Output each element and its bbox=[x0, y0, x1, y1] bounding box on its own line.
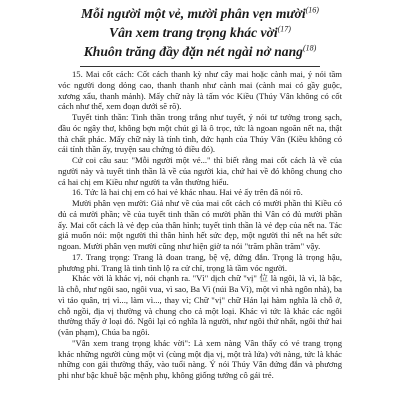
verse-line-2 bbox=[0, 23, 400, 42]
verse-note-marker: (16) bbox=[305, 5, 319, 15]
verse-note-marker: (18) bbox=[302, 43, 317, 53]
footnote-paragraph: 16. Tức là hai chị em có hai vẻ khác nhau. Hai vẻ ấy trên đã nói rõ. bbox=[72, 187, 303, 198]
verse-note-marker: (17) bbox=[277, 24, 291, 34]
verse-line-1 bbox=[0, 4, 400, 23]
footnote-paragraph: 17. Trang trọng: Trang là đoan trang, bệ vệ, đứng đắn. Trọng là trọng hậu, phương phi. Trang là tinh tình lộ ra cử chỉ, trọng là tầm vóc người. bbox=[58, 251, 342, 273]
footnote-paragraph: Khác vời là khác vị, nói chạnh ra. "Vì" dịch chữ "vị" 位 là ngôi, là vì, là bậc, là chỗ, như ngôi sao, ngôi vua, vì sao, Ba Vì (núi Ba Vì), một vì nhà ngôn nhà), ba vì tảo quân, trị vì..., làm vì..., thay vì; Chữ "vị" chữ Hán lại hàm nghĩa là chỗ ở, chỗ ngồi, địa vị thường và chung cho cả một loại. Khác vì tức là khác các ngôi thường thấy ở loại đó. Ngôi lại có nghĩa là người, như ngôi thứ nhất, ngôi thứ hai (văn phạm), Chúa ba ngôi. bbox=[58, 273, 342, 337]
footnote-divider bbox=[80, 66, 320, 67]
footnote-paragraph: 15. Mai cốt cách: Cốt cách thanh kỳ như cây mai hoặc cành mai, ý nói tầm vóc người dong dỏng cao, thanh thanh như cành mai (cành mai có gầy guộc, xương xẩu, thanh mảnh). Mấy chữ này là tấm vóc Kiều (Thúy Vân không có cốt cách như thế, xem đoạn dưới sẽ rõ). bbox=[58, 69, 342, 112]
footnote-paragraph: "Vân xem trang trọng khác vời": Là xem nàng Vân thấy có vẻ trang trọng khác những người cùng một vì (cùng một địa vị, một trà lứa) với nàng, tức là khác những con gái thường thấy, vào tuổi nàng. Ý nói Thúy Vân đứng đắn và phương phi như bậc khuê bậc mệnh phụ, không giống tướng cô gái trẻ. bbox=[58, 337, 342, 380]
footnotes bbox=[58, 69, 342, 381]
footnote-paragraph: Cứ coi câu sau: "Mỗi người một vẻ..." thì biết rằng mai cốt cách là về của người này và tuyết tinh thần là về của người kia, chứ hai về đó không chung cho cả hai chị em Kiều như người ta vẫn thường hiểu. bbox=[58, 155, 342, 187]
footnote-paragraph: Mười phân vẹn mười: Giả như về của mai cốt cách có mười phần thì Kiều có đủ cả mười phần; về của tuyết tinh thần có mười phần thì Vân có đủ mười phần ấy. Mai cốt cách là vẻ đẹp của thân hình; tuyết tinh thần là vẻ đẹp của nết na. Tác giả muốn nói: một người thì thân hình hết sức đẹp, một người thì nết na hết sức ngoan. Mười phân vẹn mười cũng như hiện giờ ta nói "trăm phần trăm" vậy. bbox=[58, 198, 342, 251]
poem-verses bbox=[0, 0, 400, 61]
verse-text: Mỗi người một vẻ, mười phân vẹn mười bbox=[81, 6, 306, 21]
verse-text: Vân xem trang trọng khác vời bbox=[109, 25, 278, 40]
footnote-paragraph: Tuyết tinh thần: Tinh thần trong trắng như tuyết, ý nói tư tưởng trong sạch, đầu óc ngây thơ, không bợn một chút gì là ô trọc, tức là ngoan ngoãn nết na, thật thà chất phác. Mấy chữ này là tính tình, đức hạnh của Thúy Vân (Kiều không có cái tính thần ấy, truyện sau chứng tỏ điều đó). bbox=[58, 112, 342, 155]
verse-line-3 bbox=[0, 42, 400, 61]
verse-text: Khuôn trăng đầy đặn nét ngài nở nang bbox=[83, 44, 303, 59]
